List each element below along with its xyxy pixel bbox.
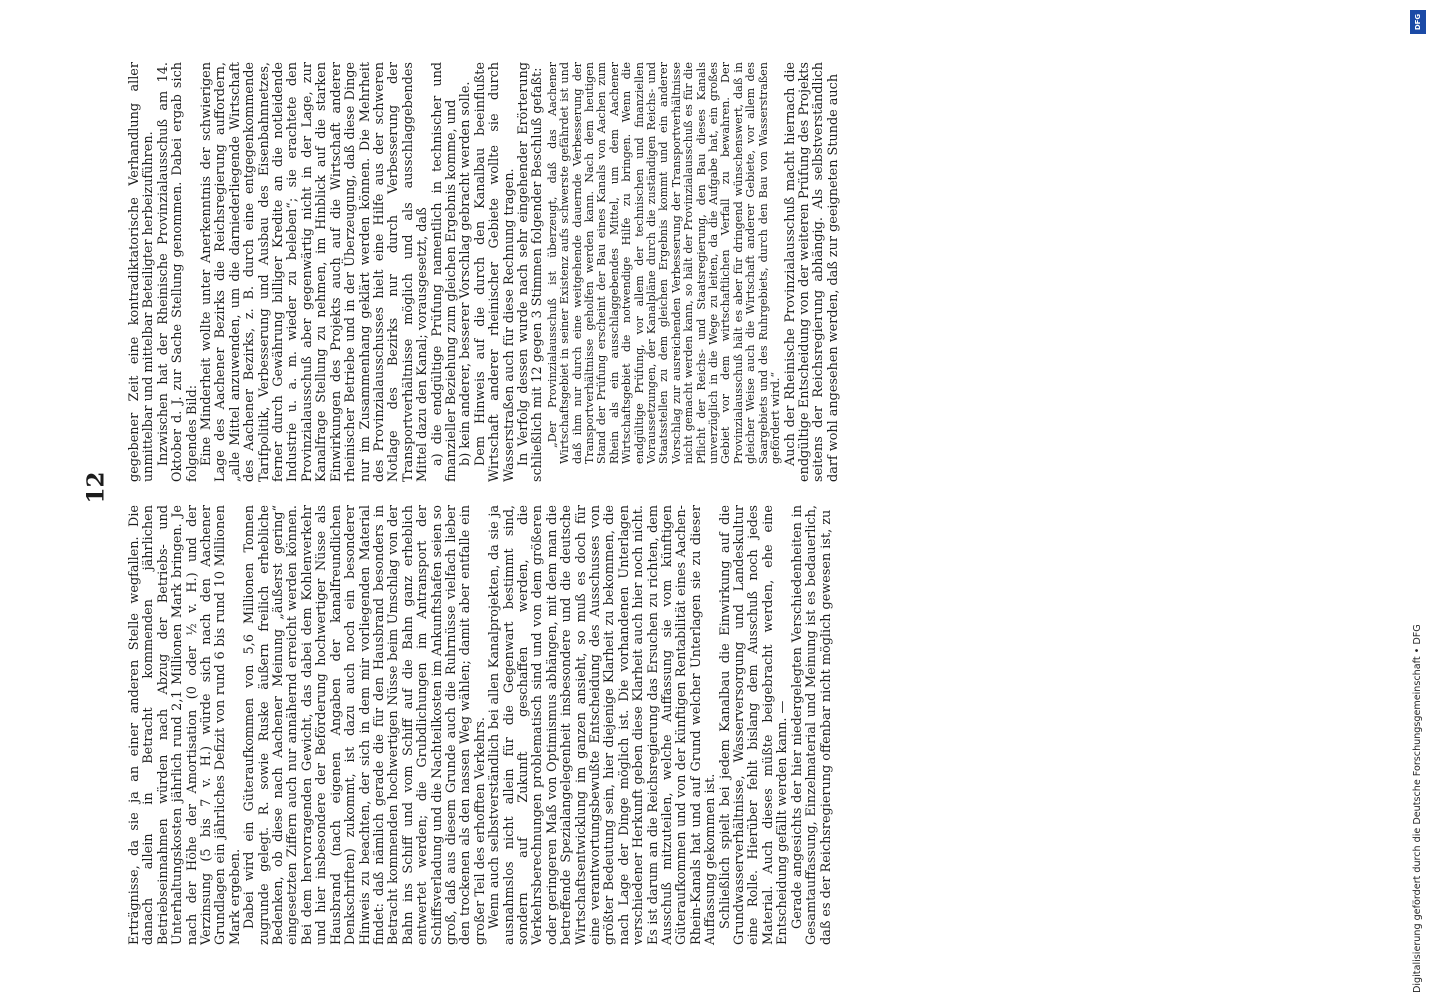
paragraph: Auch der Rheinische Provinzialausschuß macht hiernach die endgültige Entscheidung von der weiteren Prüfung des Projekts seitens der Reichsregierung abhängig. Als selbstverständlich darf wohl angesehen werden, daß zur geeigneten Stunde auch	[782, 62, 841, 482]
text-column-left	[127, 505, 834, 945]
paragraph: Gerade angesichts der hier niedergelegten Verschiedenheiten in Gesamtauffassung, Einzelmaterial und Meinung ist es bedauerlich, daß es der Reichsregierung offenbar nicht möglich gewesen ist, zu	[789, 505, 834, 945]
list-item: b) kein anderer, besserer Vorschlag gebracht werden solle.	[458, 81, 474, 466]
paragraph: In Verfolg dessen wurde nach sehr eingehender Erörterung schließlich mit 12 gegen 3 Stimmen folgender Beschluß gefaßt:	[515, 62, 546, 482]
paragraph: Eine Minderheit wollte unter Anerkenntnis der schwierigen Lage des Aachener Bezirks die Reichsregierung auffordern, „alle Mittel anzuwenden, um die darniederliegende Wirtschaft des Aachener Bezirks, z. B. durch eine entgegenkommende Tarifpolitik, Verbesserung und Ausbau des Eisenbahnnetzes, ferner durch Gewährung billiger Kredite an die notleidende Industrie u. a. m. wieder zu beleben“; sie erachtete den Provinzialausschuß aber gegenwärtig nicht in der Lage, zur Kanalfrage Stellung zu nehmen, im Hinblick auf die starken Einwirkungen des Projekts auch auf die Wirtschaft anderer rheinischer Betriebe und in der Überzeugung, daß diese Dinge nur im Zusammenhang geklärt werden können. Die Mehrheit des Provinzialausschusses hielt eine Hilfe aus der schweren Notlage des Bezirks nur durch Verbesserung der Transportverhältnisse möglich und als ausschlaggebendes Mittel dazu den Kanal; vorausgesetzt, daß	[199, 62, 431, 482]
text-column-right	[128, 62, 1298, 482]
paragraph: Inzwischen hat der Rheinische Provinzialausschuß am 14. Oktober d. J. zur Sache Stellung genommen. Dabei ergab sich folgendes Bild:	[155, 62, 200, 482]
paragraph: Erträgnisse, da sie ja an einer anderen Stelle wegfallen. Die danach allein in Betracht kommenden jährlichen Betriebseinnahmen würden nach Abzug der Betriebs- und Unterhaltungskosten jährlich rund 2,1 Millionen Mark bringen. Je nach der Höhe der Amortisation (0 oder ½ v. H.) und der Verzinsung (5 bis 7 v. H.) würde sich nach den Aachener Grundlagen ein jährliches Defizit von rund 6 bis rund 10 Millionen Mark ergeben.	[127, 505, 243, 945]
digitization-credit-bar	[1408, 8, 1430, 993]
text-column-right-rotated	[128, 62, 1298, 482]
quoted-resolution: „Der Provinzialausschuß ist überzeugt, daß das Aachener Wirtschaftsgebiet in seiner Existenz aufs schwerste gefährdet ist und daß ihm nur durch eine weitgehende dauernde Verbesserung der Transportverhältnisse geholfen werden kann. Nach dem heutigen Stand der Prüfung erscheint der Bau eines Kanals von Aachen zum Rhein als ein ausschlaggebendes Mittel, um dem Aachener Wirtschaftsgebiet die notwendige Hilfe zu bringen. Wenn die endgültige Prüfung, vor allem der technischen und finanziellen Voraussetzungen, der Kanalpläne durch die zuständigen Reichs- und Staatsstellen zu dem gleichen Ergebnis kommt und ein anderer Vorschlag zur ausreichenden Verbesserung der Transportverhältnisse nicht gemacht werden kann, so hält der Provinzialausschuß es für die Pflicht der Reichs- und Staatsregierung, den Bau dieses Kanals unverzüglich in die Wege zu leiten, da die Aufgabe hat, ein großes Gebiet vor dem wirtschaftlichen Verfall zu bewahren. Der Provinzialausschuß hält es aber für dringend wünschenswert, daß in gleicher Weise auch die Wirtschaft anderer Gebiete, vor allem des Saargebiets und des Ruhrgebiets, durch den Bau von Wasserstraßen gefördert wird.“	[545, 62, 783, 464]
text-column-left-rotated	[127, 505, 834, 945]
paragraph: Dabei wird ein Güteraufkommen von 5,6 Millionen Tonnen zugrunde gelegt. R. sowie Ruske äußern freilich erhebliche Bedenken, ob diese nach Aachener Meinung „äußerst gering“ eingesetzten Ziffern auch nur annähernd erreicht werden können. Bei dem hervorragenden Gewicht, das dabei dem Kohlenverkehr und hier insbesondere der Beförderung hochwertiger Nüsse als Hausbrand (nach eigenen Angaben der kanalfreundlichen Denkschriften) zukommt, ist dazu auch noch ein besonderer Hinweis zu beachten, der sich in dem mir vorliegenden Material findet: daß nämlich gerade die für den Hausbrand besonders in Betracht kommenden hochwertigen Nüsse beim Umschlag von der Bahn ins Schiff und vom Schiff auf die Bahn ganz erheblich entwertet werden; die Grubdlichungen im Antransport der Schiffsverladung und die Nachteilkosten im Ankunftshafen seien so groß, daß aus diesem Grunde auch die Ruhrnüsse vielfach lieber den trockenen als den nassen Weg wählen; damit aber entfalle ein großer Teil des erhofften Verkehrs.	[242, 505, 488, 945]
digitization-credit: Digitalisierung gefördert durch die Deutsche Forschungsgemeinschaft • DFG	[1412, 624, 1423, 993]
paragraph: Dem Hinweis auf die durch den Kanalbau beeinflußte Wirtschaft anderer rheinischer Gebiete wollte sie durch Wasserstraßen auch für diese Rechnung tragen.	[472, 62, 517, 482]
dfg-logo-text: DFG	[1414, 13, 1422, 31]
paragraph: Schließlich spielt bei jedem Kanalbau die Einwirkung auf die Grundwasserverhältnisse, Wasserversorgung und Landeskultur eine Rolle. Hierüber fehlt bislang dem Ausschuß noch jedes Material. Auch dieses müßte beigebracht werden, ehe eine Entscheidung gefällt werden kann. —	[717, 505, 791, 945]
paragraph: Wenn auch selbstverständlich bei allen Kanalprojekten, da sie ja ausnahmslos nicht allein für die Gegenwart bestimmt sind, sondern auf Zukunft geschaffen werden, die Verkehrsberechnungen problematisch sind und von dem größeren oder geringeren Maß von Optimismus abhängen, mit dem man die betreffende Spezialangelegenheit insbesondere und die deutsche Wirtschaftsentwicklung im ganzen ansieht, so muß es doch für eine verantwortungsbewußte Entscheidung des Ausschusses von größter Bedeutung sein, hier diejenige Klarheit zu bekommen, die nach Lage der Dinge möglich ist. Die vorhandenen Unterlagen verschiedener Herkunft geben diese Klarheit auch hier noch nicht. Es ist darum an die Reichsregierung das Ersuchen zu richten, dem Ausschuß mitzuteilen, welche Auffassung sie vom künftigen Güteraufkommen und von der künftigen Rentabilität eines Aachen-Rhein-Kanals hat und auf Grund welcher Unterlagen sie zu dieser Auffassung gekommen ist.	[487, 505, 719, 945]
page-number: 12	[82, 471, 110, 504]
list-item: a) die endgültige Prüfung namentlich in technischer und finanzieller Beziehung zum gleichen Ergebnis komme, und	[429, 62, 459, 482]
paragraph: gegebener Zeit eine kontradiktatorische Verhandlung aller unmittelbar und mittelbar Beteiligter herbeizuführen.	[127, 62, 157, 482]
dfg-logo-icon	[1410, 10, 1426, 34]
